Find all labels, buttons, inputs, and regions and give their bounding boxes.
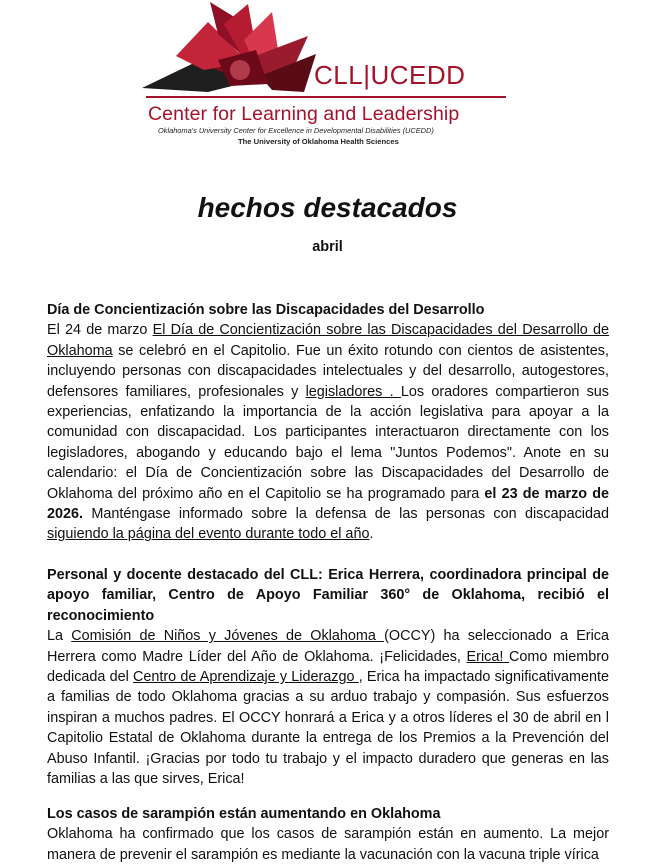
body-text: Los oradores compartieron sus experiencias, enfatizando la importancia de la acción legislativa para apoyar a la comunidad con discapacidad. Los participantes interactuaron directamente con los legisladores, abogando y educando bajo el lema "Juntos Podemos". Anote en su calendario: el Día de Concientización sobre las Discapacidades del Desarrollo de Oklahoma del próximo año en el Capitolio se ha programado para bbox=[47, 383, 610, 502]
org-short-name: CLL|UCEDD bbox=[314, 60, 466, 90]
section-body bbox=[47, 320, 609, 544]
legislators-link[interactable]: legisladores . bbox=[305, 383, 401, 400]
awareness-day-link[interactable]: El Día de Concientización sobre las Discapacidades del Desarrollo de Oklahoma bbox=[47, 322, 609, 359]
body-text: , Erica ha impactado significativamente a familias de todo Oklahoma gracias a su arduo trabajo y compasión. Sus esfuerzos inspiran a muchos padres. El OCCY honrará a Erica y a otros líderes el 30 de abril en l Capitolio Estatal de Oklahoma durante la entrega de los Premios a la Prevención del Abuso Infantil. ¡Gracias por todo tu trabajo y el impacto duradero que generas en las familias a las que sirves, Erica! bbox=[47, 669, 609, 788]
section-staff-spotlight bbox=[47, 565, 609, 789]
body-text: (OCCY) ha seleccionado a Erica Herrera como Madre Líder del Año de Oklahoma. ¡Felicidades, bbox=[47, 628, 609, 665]
event-date: el 23 de marzo de 2026. bbox=[47, 485, 609, 523]
body-text: Como miembro dedicada del bbox=[47, 648, 609, 686]
section-heading: Personal y docente destacado del CLL: Erica Herrera, coordinadora principal de apoyo familiar, Centro de Apoyo Familiar 360° de Oklahoma, recibió el reconocimiento bbox=[47, 567, 609, 624]
cll-ucedd-logo bbox=[138, 0, 514, 150]
university-name: The University of Oklahoma Health Sciences bbox=[238, 137, 399, 146]
body-text: Manténgase informado sobre la defensa de las personas con discapacidad bbox=[83, 506, 609, 523]
body-text: . bbox=[369, 526, 374, 543]
org-name: Center for Learning and Leadership bbox=[148, 103, 460, 125]
section-heading: Día de Concientización sobre las Discapacidades del Desarrollo bbox=[47, 302, 485, 318]
page-subtitle-month: abril bbox=[312, 239, 343, 255]
page-title: hechos destacados bbox=[197, 192, 458, 223]
erica-link[interactable]: Erica! bbox=[466, 648, 509, 665]
section-heading: Los casos de sarampión están aumentando en Oklahoma bbox=[47, 806, 441, 822]
body-text: El 24 de marzo bbox=[47, 322, 153, 339]
occy-link[interactable]: Comisión de Niños y Jóvenes de Oklahoma bbox=[71, 628, 385, 645]
cll-link[interactable]: Centro de Aprendizaje y Liderazgo bbox=[132, 669, 359, 686]
section-awareness-day bbox=[47, 300, 609, 545]
event-page-link[interactable]: siguiendo la página del evento durante todo el año bbox=[47, 526, 370, 543]
body-text: se celebró en el Capitolio. Fue un éxito rotundo con cientos de asistentes, incluyendo personas con discapacidades intelectuales y del desarrollo, autogestores, defensores familiares, profesionales y bbox=[47, 342, 609, 400]
section-body: Oklahoma ha confirmado que los casos de sarampión están en aumento. La mejor manera de prevenir el sarampión es mediante la vacunación con la vacuna triple vírica bbox=[47, 826, 609, 863]
org-tagline: Oklahoma's University Center for Excellence in Developmental Disabilities (UCEDD) bbox=[158, 126, 434, 135]
section-measles bbox=[47, 804, 609, 865]
logo-divider bbox=[146, 96, 506, 98]
body-text: La bbox=[47, 628, 72, 645]
section-body bbox=[47, 626, 609, 789]
